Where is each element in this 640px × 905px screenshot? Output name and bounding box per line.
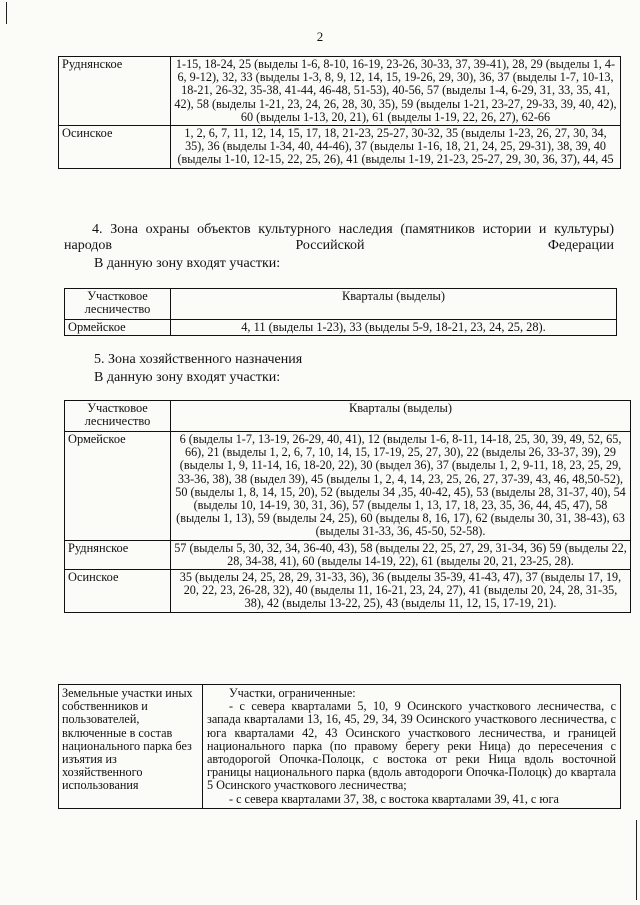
boundaries-cell xyxy=(203,685,621,809)
section-4-intro: В данную зону входят участки: xyxy=(94,256,281,271)
table-row xyxy=(65,570,631,613)
forestry-name: Осинское xyxy=(65,570,171,613)
table-row xyxy=(59,126,621,169)
table-header-row xyxy=(65,289,617,320)
page-number: 2 xyxy=(316,29,324,44)
section-5-intro: В данную зону входят участки: xyxy=(94,370,281,385)
quarters-cell: 1, 2, 6, 7, 11, 12, 14, 15, 17, 18, 21-23, 25-27, 30-32, 35 (выделы 1-23, 26, 27, 30, 34, 35), 36 (выделы 1-34, 40, 44-46), 37 (выделы 1-16, 18, 21, 24, 25, 29-31), 38, 39, 40 (выделы 1-10, 12-15, 22, 25, 26), 41 (выделы 1-19, 21-23, 25-27, 29, 30, 36, 37), 44, 45 xyxy=(171,126,621,169)
cultural-heritage-table xyxy=(64,288,617,336)
boundaries-title: Участки, ограниченные: xyxy=(229,686,356,700)
quarters-cell: 4, 11 (выделы 1-23), 33 (выделы 5-9, 18-21, 23, 24, 25, 28). xyxy=(171,320,617,336)
table-row xyxy=(65,432,631,541)
forestry-table-continued xyxy=(58,56,621,169)
quarters-cell: 1-15, 18-24, 25 (выделы 1-6, 8-10, 16-19, 23-26, 30-33, 37, 39-41), 28, 29 (выделы 1, 4-6, 9-12), 32, 33 (выделы 1-3, 8, 9, 12, 14, 15, 19-26, 29, 30), 36, 37 (выделы 1-7, 10-13, 18-21, 26-32, 35-38, 41-44, 46-48, 51-53), 40-56, 57 (выделы 1-4, 6-29, 31, 33, 35, 41, 42), 58 (выделы 1-21, 23, 24, 26, 28, 30, 35), 59 (выделы 1-21, 23-27, 29-33, 39, 40, 42), 60 (выделы 1-13, 20, 21), 61 (выделы 1-19, 22, 26, 27), 62-66 xyxy=(171,57,621,126)
right-edge-mark xyxy=(636,820,637,900)
forestry-name: Осинское xyxy=(59,126,171,169)
quarters-cell: 6 (выделы 1-7, 13-19, 26-29, 40, 41), 12 (выделы 1-6, 8-11, 14-18, 25, 30, 39, 49, 52, 65, 66), 21 (выделы 1, 2, 6, 7, 10, 14, 15, 17-19, 25, 27, 30), 22 (выделы 26, 33-37, 39), 29 (выделы 1, 9, 11-14, 16, 18-20, 22), 30 (выдел 36), 37 (выделы 1, 2, 9-11, 18, 23, 25, 29, 33-36, 38), 38 (выдел 39), 45 (выделы 1, 2, 4, 14, 23, 25, 26, 27, 37-39, 43, 46, 48,50-52), 50 (выделы 1, 8, 14, 15, 20), 52 (выделы 34 ,35, 40-42, 45), 53 (выделы 28, 31-37, 40), 54 (выделы 10, 14-19, 30, 31, 36), 57 (выделы 1, 13, 17, 18, 23, 35, 36, 44, 45, 47), 58 (выделы 1, 13), 59 (выделы 24, 25), 60 (выделы 8, 16, 17), 62 (выделы 30, 31, 38-43), 63 (выделы 31-33, 36, 45-50, 52-58). xyxy=(171,432,631,541)
column-header-forestry: Участковое лесничество xyxy=(65,289,171,320)
quarters-cell: 57 (выделы 5, 30, 32, 34, 36-40, 43), 58 (выделы 22, 25, 27, 29, 31-34, 36) 59 (выделы 22, 28, 34-38, 41), 60 (выделы 14-19, 22), 61 (выделы 20, 21, 23-25, 28). xyxy=(171,540,631,569)
forestry-name: Руднянское xyxy=(65,540,171,569)
boundary-paragraph: - с севера кварталами 5, 10, 9 Осинского участкового лесничества, с запада кварталами 13, 16, 45, 29, 34, 39 Осинского участкового лесничества, с юга кварталами 42, 43 Осинского участкового лесничества, и границей национального парка (по правому берегу реки Ница) до пересечения с автодорогой Опочка-Полоцк, с востока от реки Ница вдоль восточной границы национального парка (вдоль автодороги Опочка-Полоцк) до квартала 5 Осинского участкового лесничества; xyxy=(207,699,616,793)
table-row xyxy=(65,540,631,569)
boundary-paragraph: - с севера кварталами 37, 38, с востока кварталами 39, 41, с юга xyxy=(229,791,559,806)
column-header-forestry: Участковое лесничество xyxy=(65,401,171,432)
forestry-name: Ормейское xyxy=(65,432,171,541)
forestry-name: Руднянское xyxy=(59,57,171,126)
land-category-cell: Земельные участки иных собственников и пользователей, включенные в состав национального парка без изъятия из хозяйственного использования xyxy=(59,685,203,809)
table-row xyxy=(59,685,621,809)
forestry-name: Ормейское xyxy=(65,320,171,336)
table-header-row xyxy=(65,401,631,432)
quarters-cell: 35 (выделы 24, 25, 28, 29, 31-33, 36), 36 (выделы 35-39, 41-43, 47), 37 (выделы 17, 19, 20, 22, 23, 26-28, 32), 40 (выделы 11, 16-21, 23, 24, 27), 41 (выделы 20, 24, 28, 31-35, 38), 42 (выделы 13-22, 25), 43 (выделы 11, 12, 15, 17-19, 21). xyxy=(171,570,631,613)
section-5-heading: 5. Зона хозяйственного назначения xyxy=(94,352,303,367)
table-row xyxy=(65,320,617,336)
column-header-quarters: Кварталы (выделы) xyxy=(171,401,631,432)
column-header-quarters: Кварталы (выделы) xyxy=(171,289,617,320)
economic-zone-table xyxy=(64,400,631,613)
land-plots-table xyxy=(58,684,621,809)
table-row xyxy=(59,57,621,126)
section-4-heading: 4. Зона охраны объектов культурного наследия (памятников истории и культуры) народов Российской Федерации xyxy=(64,222,614,253)
left-edge-mark xyxy=(6,2,7,24)
